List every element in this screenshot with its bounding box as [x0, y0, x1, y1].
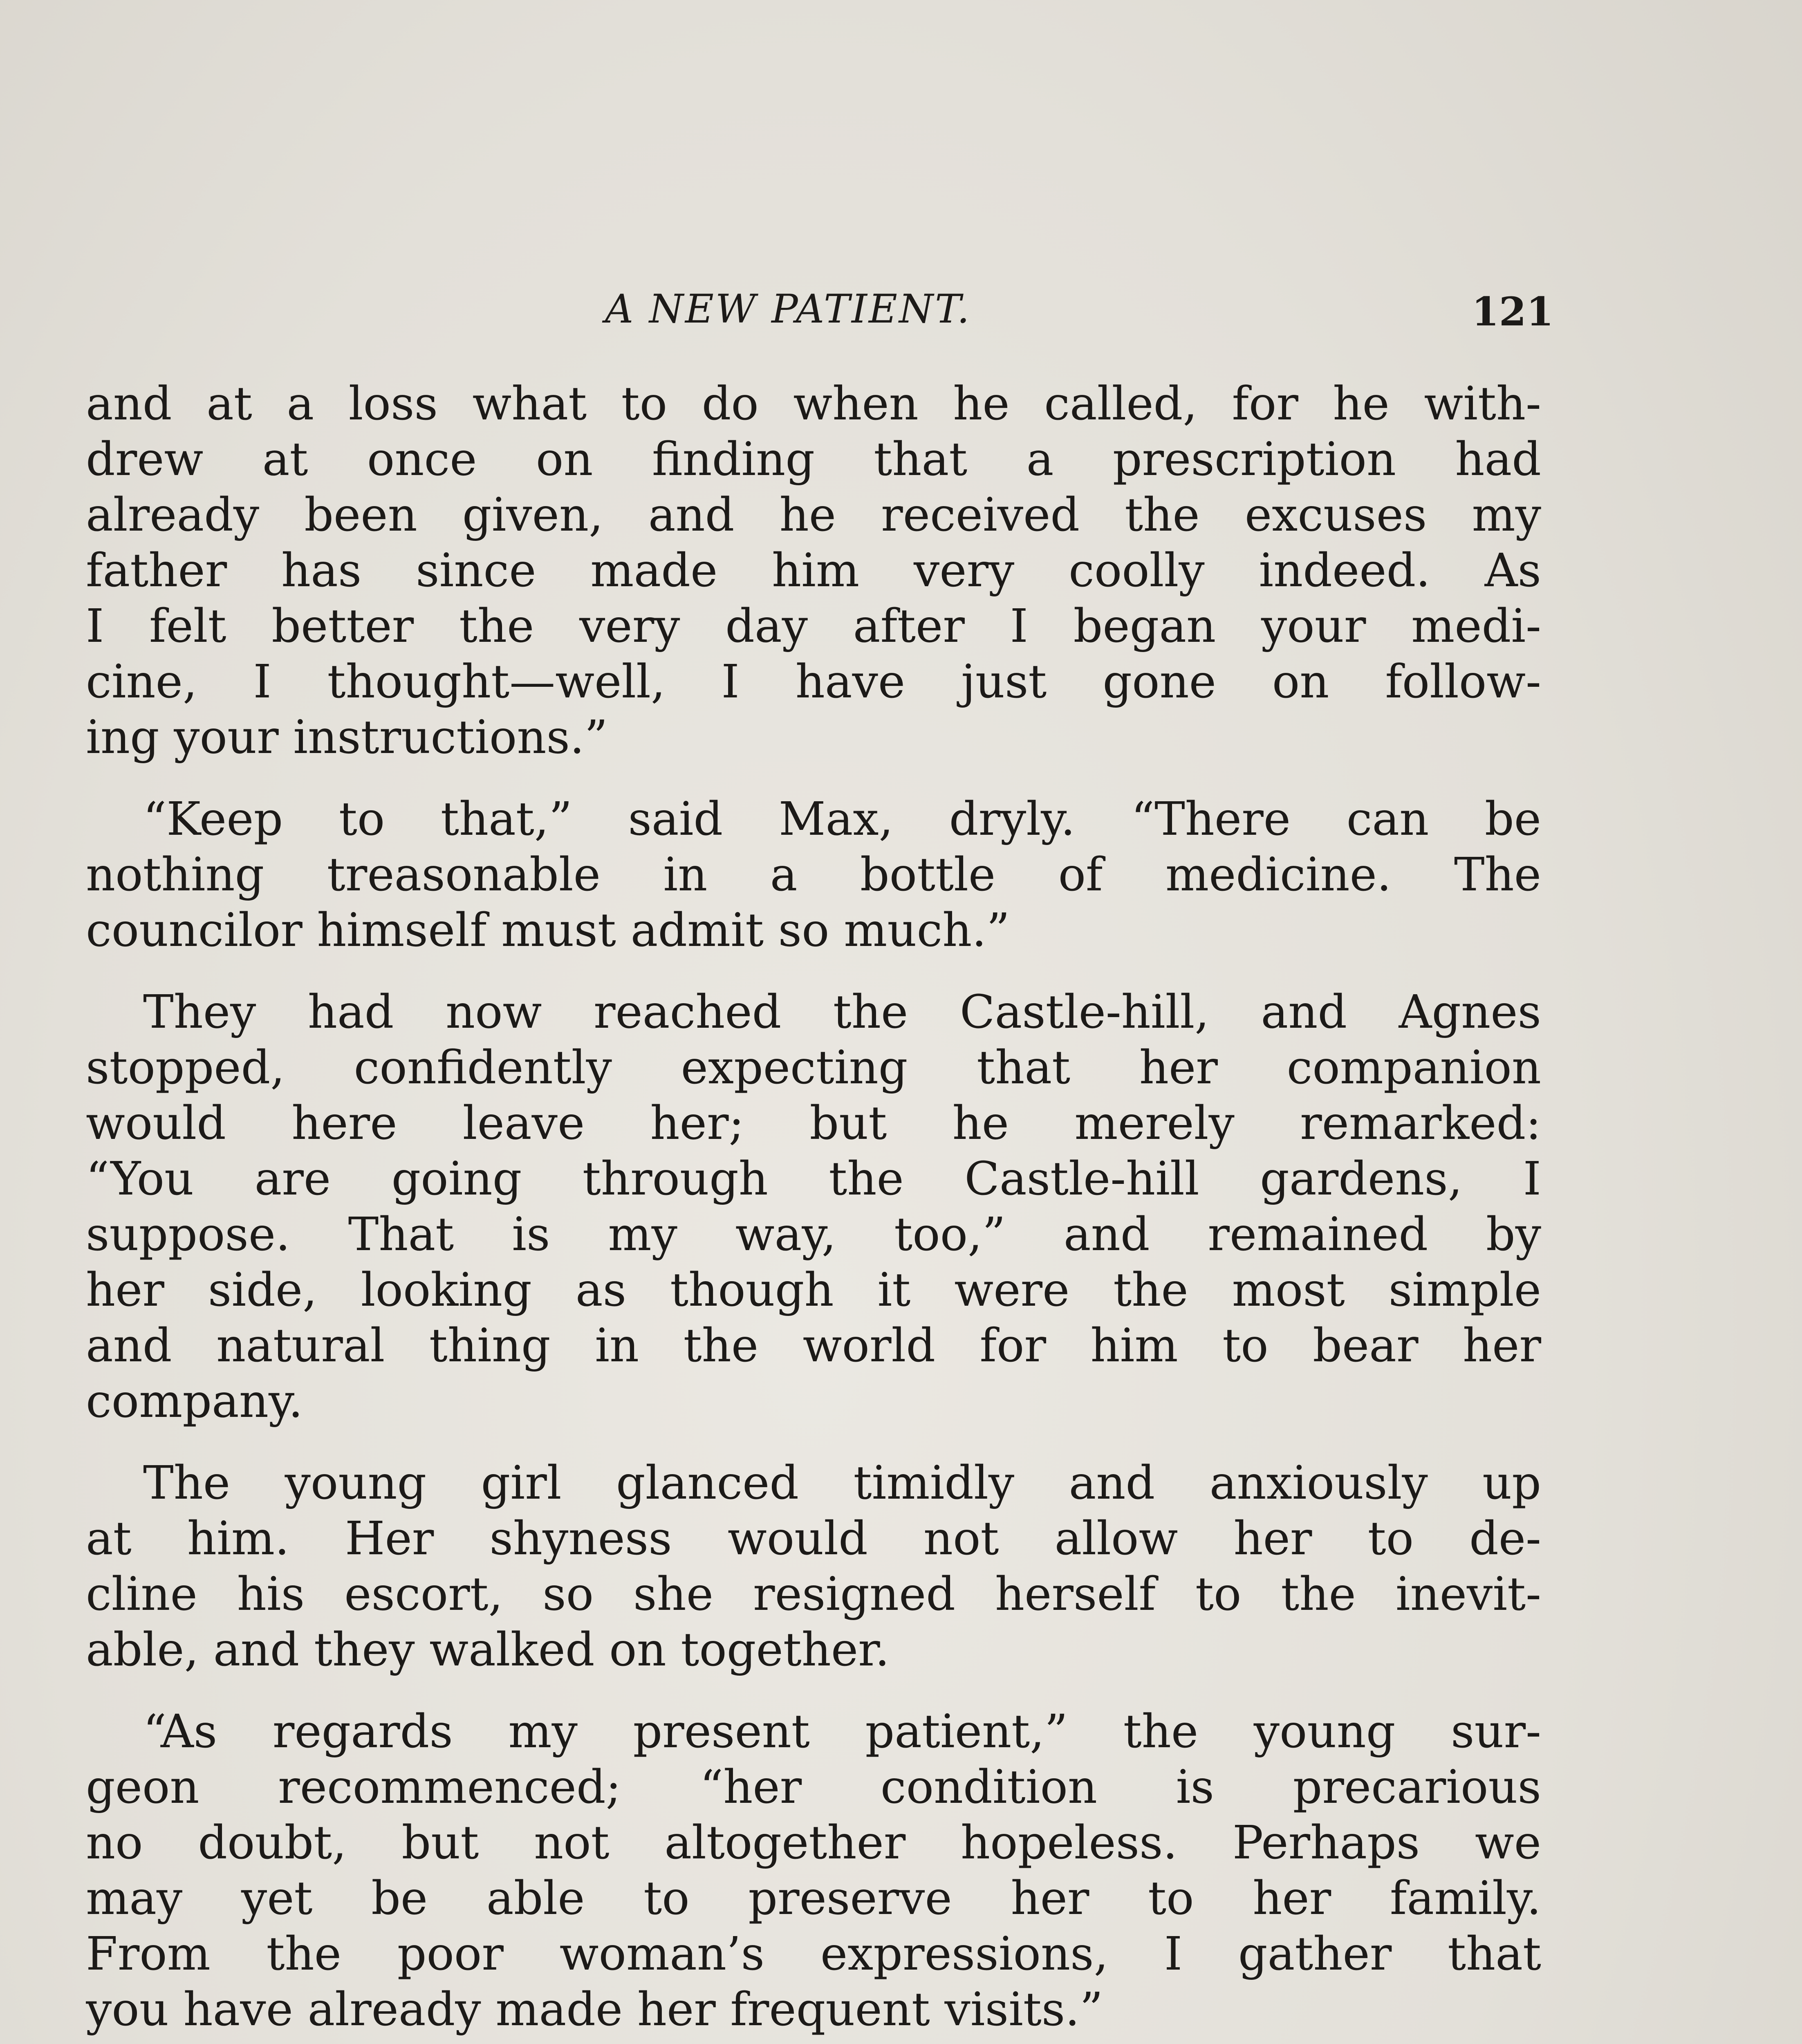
text-line: no doubt, but not altogether hopeless. Perhaps we: [86, 1816, 1541, 1869]
text-line: and natural thing in the world for him to bear her: [86, 1319, 1541, 1372]
text-line: at him. Her shyness would not allow her to de-: [86, 1512, 1541, 1565]
text-line: you have already made her frequent visits.”: [86, 1983, 1103, 2036]
text-line: already been given, and he received the excuses my: [86, 489, 1541, 542]
text-line: may yet be able to preserve her to her family.: [86, 1872, 1541, 1925]
text-line: her side, looking as though it were the most simple: [86, 1264, 1541, 1317]
text-line: stopped, confidently expecting that her companion: [86, 1041, 1541, 1094]
page-number: 121: [1472, 289, 1554, 335]
text-line: councilor himself must admit so much.”: [86, 904, 1010, 957]
text-line: “You are going through the Castle-hill gardens, I: [86, 1152, 1541, 1206]
paragraph: [86, 1704, 1541, 2037]
text-line: able, and they walked on together.: [86, 1623, 890, 1676]
text-line: company.: [86, 1375, 303, 1428]
text-line: cline his escort, so she resigned herself to the inevit-: [86, 1568, 1541, 1621]
text-line: father has since made him very coolly indeed. As: [86, 544, 1541, 597]
text-line: The young girl glanced timidly and anxiously up: [143, 1457, 1541, 1510]
text-line: nothing treasonable in a bottle of medicine. The: [86, 848, 1541, 901]
text-line: ing your instructions.”: [86, 711, 608, 764]
text-line: cine, I thought—well, I have just gone on follow-: [86, 655, 1541, 708]
text-line: They had now reached the Castle-hill, and Agnes: [143, 986, 1541, 1039]
text-line: I felt better the very day after I began your medi-: [86, 600, 1541, 653]
text-line: and at a loss what to do when he called, for he with-: [86, 377, 1541, 430]
text-line: suppose. That is my way, too,” and remained by: [86, 1208, 1541, 1261]
text-line: From the poor woman’s expressions, I gather that: [86, 1927, 1541, 1981]
paragraph: [86, 376, 1541, 765]
text-line: geon recommenced; “her condition is precarious: [86, 1761, 1541, 1814]
running-title: A NEW PATIENT.: [605, 286, 971, 332]
body-text: [86, 376, 1541, 2044]
text-line: drew at once on finding that a prescription had: [86, 433, 1541, 486]
text-line: “As regards my present patient,” the young sur-: [143, 1705, 1541, 1758]
text-line: would here leave her; but he merely remarked:: [86, 1097, 1541, 1150]
page-header: [0, 286, 1802, 352]
paragraph: [86, 1455, 1541, 1678]
text-line: “Keep to that,” said Max, dryly. “There can be: [143, 793, 1541, 846]
paragraph: [86, 984, 1541, 1429]
paragraph: [86, 791, 1541, 958]
